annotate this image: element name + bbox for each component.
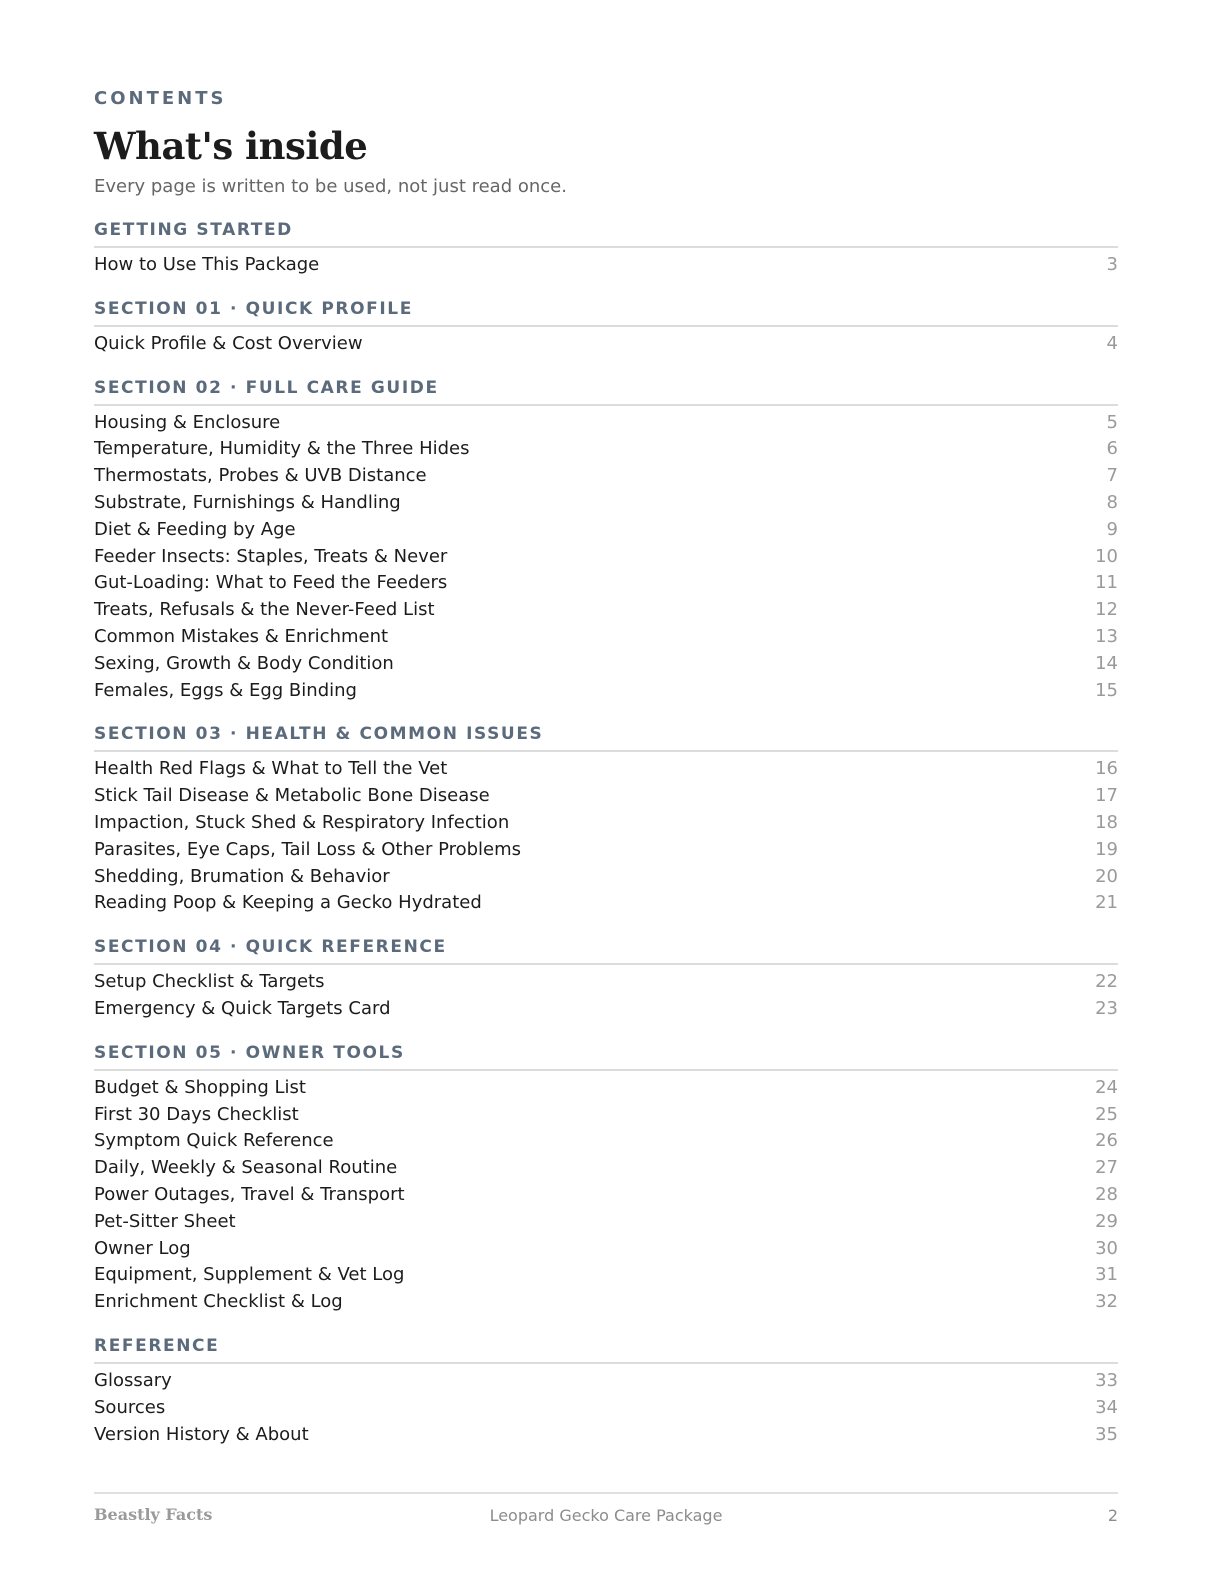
toc-entry-page-number: 12 (1095, 599, 1118, 621)
toc-entry-title: How to Use This Package (94, 254, 320, 275)
toc-entry[interactable] (94, 624, 1118, 651)
toc-entry-title: Pet-Sitter Sheet (94, 1210, 236, 1232)
toc-section (94, 376, 1118, 705)
toc-section (94, 935, 1118, 1023)
toc-entry[interactable] (94, 1075, 1118, 1102)
toc-entry-page-number: 18 (1095, 811, 1118, 833)
toc-entry-title: Daily, Weekly & Seasonal Routine (94, 1157, 398, 1179)
toc-entry-title: Parasites, Eye Caps, Tail Loss & Other Problems (94, 838, 522, 860)
toc-section (94, 1041, 1118, 1316)
toc-entry-title: Sources (94, 1396, 166, 1418)
toc-entry-title: Power Outages, Travel & Transport (94, 1183, 405, 1205)
toc-entry[interactable] (94, 810, 1118, 837)
toc-entry-title: Version History & About (94, 1423, 309, 1445)
toc-entry-page-number: 6 (1106, 438, 1118, 460)
toc-entry-title: Reading Poop & Keeping a Gecko Hydrated (94, 892, 482, 914)
toc-entry-page-number: 35 (1095, 1423, 1118, 1445)
toc-entry-title: Enrichment Checklist & Log (94, 1291, 343, 1313)
toc-entry-page-number: 22 (1095, 971, 1118, 993)
toc-entry[interactable] (94, 544, 1118, 571)
page-footer (94, 1492, 1118, 1538)
section-heading: SECTION 03 · HEALTH & COMMON ISSUES (94, 722, 1118, 752)
section-heading: SECTION 01 · QUICK PROFILE (94, 297, 1118, 327)
toc-entry[interactable] (94, 890, 1118, 917)
toc-entry-title: Setup Checklist & Targets (94, 971, 325, 993)
toc-entry-page-number: 3 (1106, 254, 1118, 275)
section-heading: SECTION 04 · QUICK REFERENCE (94, 935, 1118, 965)
toc-entry[interactable] (94, 756, 1118, 783)
toc-entry-title: Sexing, Growth & Body Condition (94, 652, 394, 674)
toc-entry-page-number: 4 (1106, 332, 1118, 354)
toc-entry-title: First 30 Days Checklist (94, 1103, 299, 1125)
toc-entry-title: Thermostats, Probes & UVB Distance (94, 465, 427, 487)
toc-entry-title: Common Mistakes & Enrichment (94, 625, 389, 647)
toc-entry[interactable] (94, 597, 1118, 624)
section-heading: REFERENCE (94, 1334, 1118, 1364)
toc-entry-page-number: 11 (1095, 572, 1118, 594)
toc-entry[interactable] (94, 1368, 1118, 1395)
toc-entry-page-number: 32 (1095, 1291, 1118, 1313)
toc-entry-title: Owner Log (94, 1237, 191, 1259)
toc-entry-page-number: 28 (1095, 1183, 1118, 1205)
footer-brand: Beastly Facts (94, 1505, 213, 1524)
toc-entry-title: Feeder Insects: Staples, Treats & Never (94, 545, 448, 567)
toc-entry[interactable] (94, 996, 1118, 1023)
toc-entry-page-number: 15 (1095, 679, 1118, 701)
toc-entry-page-number: 8 (1106, 491, 1118, 513)
toc-entry[interactable] (94, 1182, 1118, 1209)
footer-document-title: Leopard Gecko Care Package (489, 1506, 723, 1525)
section-heading: SECTION 02 · FULL CARE GUIDE (94, 376, 1118, 406)
toc-entry-page-number: 7 (1106, 465, 1118, 487)
toc-entry-page-number: 26 (1095, 1130, 1118, 1152)
toc-section (94, 722, 1118, 917)
toc-entry[interactable] (94, 1422, 1118, 1449)
toc-entry-title: Treats, Refusals & the Never-Feed List (94, 599, 435, 621)
toc-entry[interactable] (94, 1155, 1118, 1182)
toc-entry-page-number: 31 (1095, 1264, 1118, 1286)
toc-entry-title: Quick Profile & Cost Overview (94, 332, 363, 354)
toc-entry[interactable] (94, 1209, 1118, 1236)
toc-entry-page-number: 23 (1095, 997, 1118, 1019)
toc-entry-title: Gut-Loading: What to Feed the Feeders (94, 572, 448, 594)
toc-entry-page-number: 5 (1106, 411, 1118, 433)
toc-entry[interactable] (94, 1289, 1118, 1316)
toc-entry[interactable] (94, 837, 1118, 864)
toc-entry-title: Symptom Quick Reference (94, 1130, 334, 1152)
toc-entry[interactable] (94, 490, 1118, 517)
page-subtitle: Every page is written to be used, not just read once. (94, 176, 567, 197)
eyebrow-label: CONTENTS (94, 88, 227, 109)
toc-entry[interactable] (94, 969, 1118, 996)
page-title: What's inside (94, 124, 368, 168)
toc-section (94, 1334, 1118, 1448)
toc-entry-title: Females, Eggs & Egg Binding (94, 679, 357, 701)
toc-entry-page-number: 21 (1095, 892, 1118, 914)
contents-page (94, 86, 1118, 1448)
toc-entry-page-number: 17 (1095, 785, 1118, 807)
toc-entry-page-number: 9 (1106, 518, 1118, 540)
toc-entry[interactable] (94, 1128, 1118, 1155)
toc-entry-page-number: 16 (1095, 758, 1118, 780)
toc-entry-page-number: 14 (1095, 652, 1118, 674)
toc-entry-title: Temperature, Humidity & the Three Hides (94, 438, 470, 460)
toc-entry[interactable] (94, 252, 1118, 279)
toc-entry-title: Glossary (94, 1369, 172, 1391)
toc-entry-page-number: 30 (1095, 1237, 1118, 1259)
toc-section (94, 218, 1118, 279)
toc-entry-page-number: 33 (1095, 1369, 1118, 1391)
toc-entry-page-number: 20 (1095, 865, 1118, 887)
toc-entry-title: Shedding, Brumation & Behavior (94, 865, 390, 887)
toc-entry-title: Substrate, Furnishings & Handling (94, 491, 401, 513)
toc-entry-title: Equipment, Supplement & Vet Log (94, 1264, 405, 1286)
toc-entry[interactable] (94, 783, 1118, 810)
toc-entry-page-number: 27 (1095, 1157, 1118, 1179)
toc-entry-title: Housing & Enclosure (94, 411, 281, 433)
toc-section (94, 297, 1118, 358)
toc-entry-page-number: 25 (1095, 1103, 1118, 1125)
toc-entry[interactable] (94, 1102, 1118, 1129)
toc-entry-page-number: 24 (1095, 1076, 1118, 1098)
toc-entry[interactable] (94, 331, 1118, 358)
toc-entry-title: Emergency & Quick Targets Card (94, 997, 391, 1019)
table-of-contents (94, 218, 1118, 1448)
toc-entry[interactable] (94, 410, 1118, 437)
toc-entry[interactable] (94, 570, 1118, 597)
toc-entry-page-number: 10 (1095, 545, 1118, 567)
toc-entry[interactable] (94, 1236, 1118, 1263)
section-heading: SECTION 05 · OWNER TOOLS (94, 1041, 1118, 1071)
toc-entry-page-number: 19 (1095, 838, 1118, 860)
toc-entry[interactable] (94, 651, 1118, 678)
toc-entry[interactable] (94, 463, 1118, 490)
toc-entry[interactable] (94, 864, 1118, 891)
toc-entry[interactable] (94, 517, 1118, 544)
toc-entry[interactable] (94, 678, 1118, 705)
toc-entry-page-number: 34 (1095, 1396, 1118, 1418)
toc-entry-page-number: 13 (1095, 625, 1118, 647)
toc-entry-title: Diet & Feeding by Age (94, 518, 296, 540)
toc-entry-title: Health Red Flags & What to Tell the Vet (94, 758, 448, 780)
section-heading: GETTING STARTED (94, 218, 1118, 248)
toc-entry-page-number: 29 (1095, 1210, 1118, 1232)
toc-entry-title: Budget & Shopping List (94, 1076, 306, 1098)
toc-entry[interactable] (94, 1395, 1118, 1422)
toc-entry-title: Impaction, Stuck Shed & Respiratory Infection (94, 811, 510, 833)
footer-page-number: 2 (1107, 1506, 1118, 1525)
toc-entry[interactable] (94, 436, 1118, 463)
toc-entry[interactable] (94, 1262, 1118, 1289)
toc-entry-title: Stick Tail Disease & Metabolic Bone Disease (94, 785, 490, 807)
